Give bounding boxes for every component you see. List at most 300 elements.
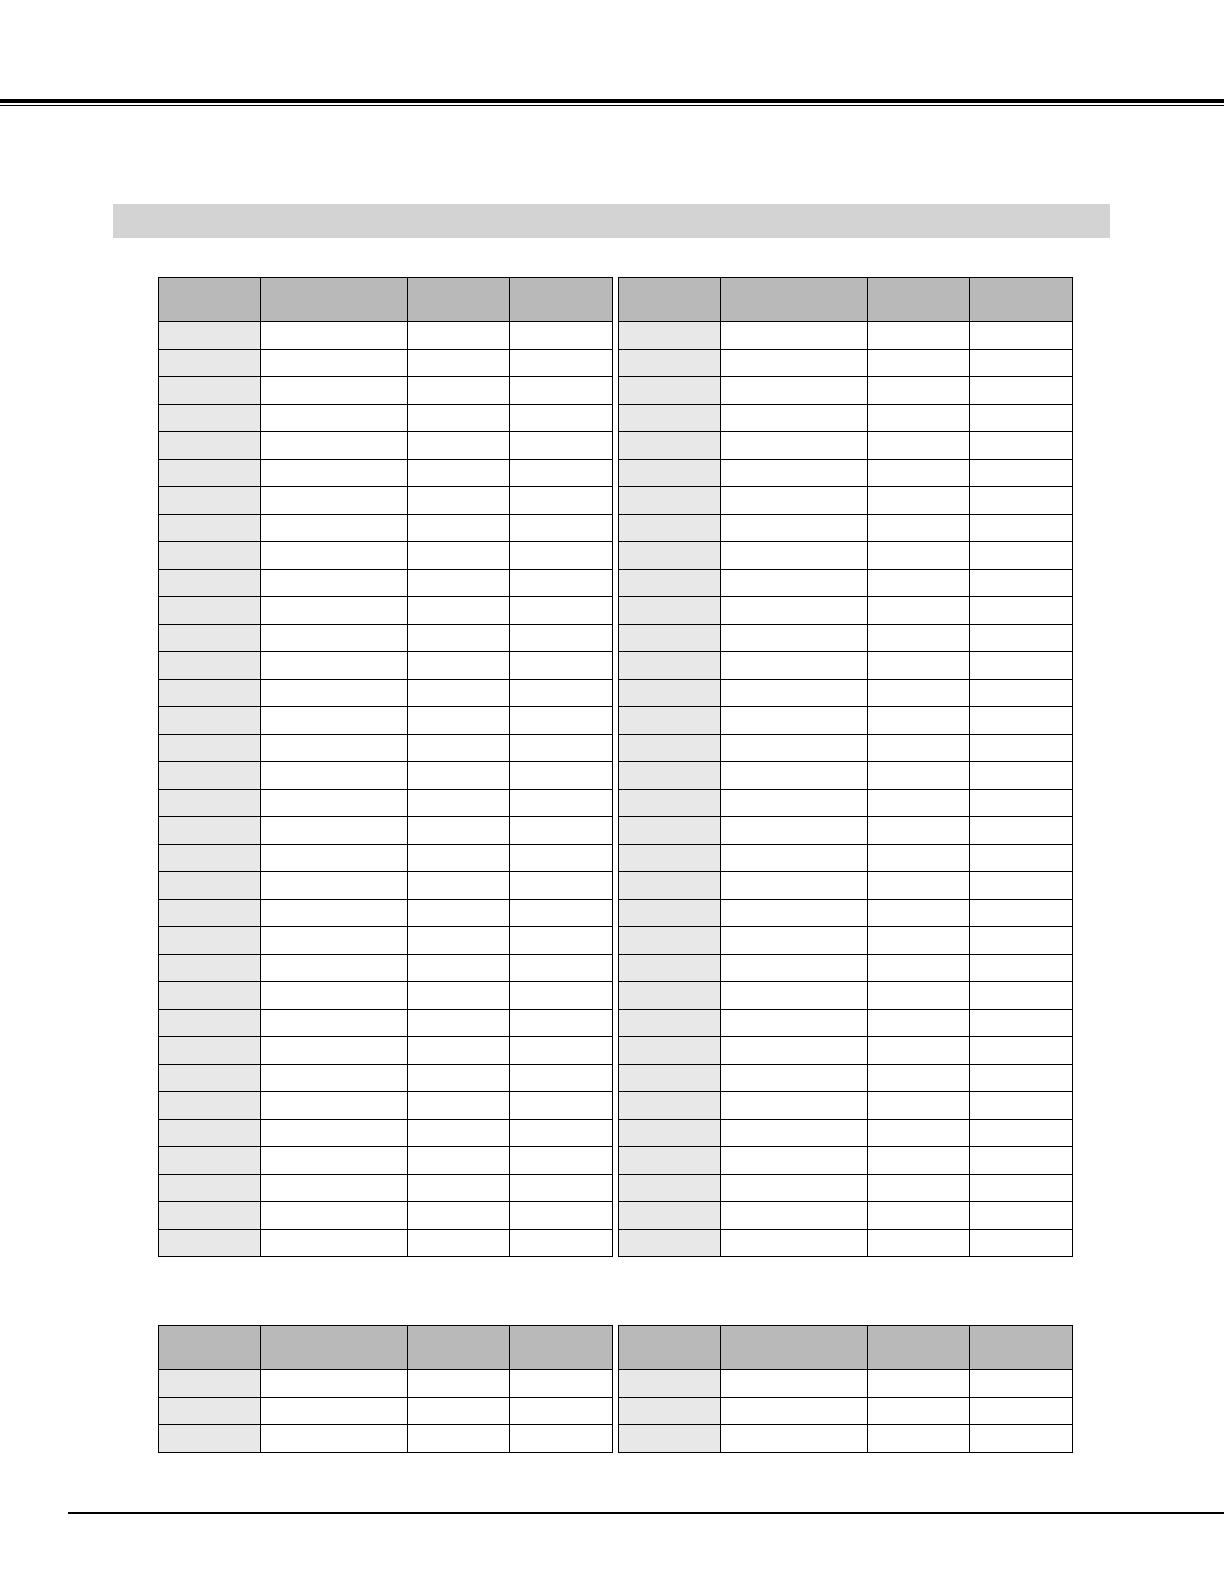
table-cell — [510, 734, 613, 762]
row-key-cell — [619, 707, 721, 735]
table-row — [619, 349, 1073, 377]
table-cell — [408, 1092, 510, 1120]
table-row — [619, 789, 1073, 817]
table-cell — [510, 1009, 613, 1037]
table-cell — [868, 1202, 970, 1230]
table-cell — [970, 734, 1073, 762]
table-cell — [261, 734, 408, 762]
header-cell — [619, 278, 721, 322]
table-cell — [408, 707, 510, 735]
row-key-cell — [159, 624, 261, 652]
table-cell — [721, 927, 868, 955]
header-cell — [868, 1326, 970, 1370]
table-row — [159, 1119, 613, 1147]
table-cell — [868, 487, 970, 515]
row-key-cell — [159, 872, 261, 900]
row-key-cell — [619, 1064, 721, 1092]
row-key-cell — [159, 322, 261, 350]
row-key-cell — [619, 679, 721, 707]
table-cell — [868, 322, 970, 350]
row-key-cell — [619, 404, 721, 432]
table-cell — [408, 954, 510, 982]
header-cell — [970, 1326, 1073, 1370]
table-row — [159, 789, 613, 817]
row-key-cell — [619, 1092, 721, 1120]
row-key-cell — [619, 1397, 721, 1425]
table-cell — [868, 377, 970, 405]
table-cell — [868, 404, 970, 432]
table-cell — [721, 844, 868, 872]
row-key-cell — [159, 1147, 261, 1175]
table-cell — [868, 954, 970, 982]
table-cell — [261, 762, 408, 790]
header-row — [159, 1326, 613, 1370]
table-cell — [261, 349, 408, 377]
table-cell — [261, 982, 408, 1010]
table-row — [619, 487, 1073, 515]
row-key-cell — [159, 707, 261, 735]
table-half — [618, 1325, 1073, 1453]
row-key-cell — [619, 927, 721, 955]
table-row — [159, 652, 613, 680]
table-cell — [970, 1425, 1073, 1453]
table-cell — [970, 1229, 1073, 1257]
table-cell — [868, 927, 970, 955]
table-cell — [261, 1425, 408, 1453]
table-cell — [408, 844, 510, 872]
table-cell — [970, 404, 1073, 432]
table-cell — [261, 1174, 408, 1202]
table-row — [159, 762, 613, 790]
table-cell — [261, 1370, 408, 1398]
row-key-cell — [619, 1202, 721, 1230]
table-cell — [721, 1009, 868, 1037]
table-row — [619, 597, 1073, 625]
table-row — [159, 1092, 613, 1120]
row-key-cell — [619, 1425, 721, 1453]
table-cell — [261, 844, 408, 872]
table-cell — [510, 872, 613, 900]
table-cell — [408, 1064, 510, 1092]
table-cell — [868, 1064, 970, 1092]
table-cell — [721, 349, 868, 377]
table-cell — [721, 569, 868, 597]
footer-rule — [68, 1512, 1224, 1514]
row-key-cell — [159, 817, 261, 845]
row-key-cell — [619, 432, 721, 460]
table-cell — [970, 707, 1073, 735]
table-cell — [510, 624, 613, 652]
row-key-cell — [619, 597, 721, 625]
row-key-cell — [619, 762, 721, 790]
table-cell — [408, 1119, 510, 1147]
table-row — [619, 679, 1073, 707]
table-cell — [510, 432, 613, 460]
section-title-bar — [113, 204, 1110, 238]
row-key-cell — [159, 597, 261, 625]
table-cell — [970, 624, 1073, 652]
row-key-cell — [159, 1009, 261, 1037]
row-key-cell — [159, 1092, 261, 1120]
table-cell — [721, 1147, 868, 1175]
table-cell — [721, 1425, 868, 1453]
table-row — [159, 1202, 613, 1230]
table-row — [619, 514, 1073, 542]
row-key-cell — [619, 844, 721, 872]
table-cell — [408, 872, 510, 900]
header-cell — [721, 1326, 868, 1370]
row-key-cell — [619, 322, 721, 350]
row-key-cell — [159, 459, 261, 487]
table-cell — [408, 1370, 510, 1398]
table-row — [159, 954, 613, 982]
row-key-cell — [619, 1037, 721, 1065]
row-key-cell — [619, 514, 721, 542]
row-key-cell — [619, 624, 721, 652]
table-row — [159, 982, 613, 1010]
table-cell — [721, 487, 868, 515]
table-row — [619, 1174, 1073, 1202]
table-row — [159, 707, 613, 735]
row-key-cell — [619, 817, 721, 845]
row-key-cell — [159, 762, 261, 790]
main-table — [158, 277, 1073, 1257]
table-row — [619, 459, 1073, 487]
table-cell — [868, 514, 970, 542]
table-cell — [408, 404, 510, 432]
table-cell — [261, 1092, 408, 1120]
row-key-cell — [159, 954, 261, 982]
table-cell — [868, 349, 970, 377]
table-cell — [261, 597, 408, 625]
table-cell — [510, 1202, 613, 1230]
table-cell — [868, 1009, 970, 1037]
table-cell — [868, 1397, 970, 1425]
table-row — [619, 1009, 1073, 1037]
table-cell — [261, 377, 408, 405]
table-cell — [408, 1037, 510, 1065]
table-half — [618, 277, 1073, 1257]
table-cell — [510, 762, 613, 790]
table-cell — [261, 927, 408, 955]
table-cell — [408, 789, 510, 817]
table-cell — [970, 679, 1073, 707]
table-cell — [868, 597, 970, 625]
table-row — [159, 817, 613, 845]
row-key-cell — [619, 652, 721, 680]
table-cell — [868, 1370, 970, 1398]
table-cell — [721, 872, 868, 900]
table-row — [619, 1147, 1073, 1175]
row-key-cell — [159, 1119, 261, 1147]
table-row — [159, 927, 613, 955]
table-cell — [868, 762, 970, 790]
table-cell — [510, 1370, 613, 1398]
table-cell — [261, 1119, 408, 1147]
table-cell — [721, 1229, 868, 1257]
table-cell — [868, 844, 970, 872]
table-cell — [510, 1174, 613, 1202]
table-row — [159, 487, 613, 515]
table-cell — [408, 1202, 510, 1230]
header-cell — [261, 278, 408, 322]
table-cell — [408, 1397, 510, 1425]
table-row — [159, 569, 613, 597]
table-row — [159, 322, 613, 350]
table-cell — [510, 707, 613, 735]
table-cell — [408, 1009, 510, 1037]
row-key-cell — [159, 789, 261, 817]
table-row — [619, 899, 1073, 927]
row-key-cell — [159, 679, 261, 707]
table-cell — [868, 1174, 970, 1202]
row-key-cell — [159, 652, 261, 680]
table-cell — [510, 1397, 613, 1425]
row-key-cell — [619, 542, 721, 570]
table-row — [619, 844, 1073, 872]
row-key-cell — [619, 872, 721, 900]
table-row — [159, 349, 613, 377]
table-row — [159, 844, 613, 872]
table-cell — [721, 652, 868, 680]
table-cell — [261, 459, 408, 487]
header-cell — [408, 1326, 510, 1370]
row-key-cell — [159, 1397, 261, 1425]
table-cell — [868, 817, 970, 845]
table-cell — [408, 679, 510, 707]
table-row — [159, 1037, 613, 1065]
table-cell — [261, 954, 408, 982]
table-row — [159, 1397, 613, 1425]
table-row — [619, 624, 1073, 652]
table-cell — [408, 734, 510, 762]
table-cell — [408, 322, 510, 350]
table-cell — [721, 734, 868, 762]
table-cell — [721, 377, 868, 405]
row-key-cell — [159, 982, 261, 1010]
table-cell — [721, 624, 868, 652]
table-cell — [510, 1064, 613, 1092]
table-cell — [868, 1092, 970, 1120]
table-cell — [261, 432, 408, 460]
table-cell — [721, 404, 868, 432]
table-cell — [721, 514, 868, 542]
table-cell — [970, 1092, 1073, 1120]
header-cell — [721, 278, 868, 322]
table-cell — [868, 1425, 970, 1453]
table-row — [619, 542, 1073, 570]
table-cell — [970, 597, 1073, 625]
table-cell — [721, 789, 868, 817]
table-row — [619, 652, 1073, 680]
table-cell — [510, 789, 613, 817]
table-cell — [408, 1229, 510, 1257]
table-cell — [868, 459, 970, 487]
table-cell — [510, 1147, 613, 1175]
table-cell — [721, 899, 868, 927]
table-cell — [721, 679, 868, 707]
table-row — [159, 459, 613, 487]
table-cell — [868, 1119, 970, 1147]
row-key-cell — [619, 954, 721, 982]
table-cell — [510, 954, 613, 982]
table-cell — [970, 899, 1073, 927]
table-cell — [510, 817, 613, 845]
table-cell — [721, 1092, 868, 1120]
table-row — [619, 1119, 1073, 1147]
table-cell — [408, 762, 510, 790]
table-row — [619, 982, 1073, 1010]
table-row — [159, 1147, 613, 1175]
table-cell — [261, 542, 408, 570]
row-key-cell — [619, 1009, 721, 1037]
table-cell — [408, 432, 510, 460]
table-row — [619, 954, 1073, 982]
small-table — [158, 1325, 1073, 1453]
table-cell — [970, 1174, 1073, 1202]
table-cell — [721, 1202, 868, 1230]
header-row — [159, 278, 613, 322]
table-cell — [261, 322, 408, 350]
row-key-cell — [159, 432, 261, 460]
table-cell — [408, 542, 510, 570]
table-cell — [261, 707, 408, 735]
table-cell — [261, 514, 408, 542]
row-key-cell — [159, 1425, 261, 1453]
table-cell — [970, 459, 1073, 487]
table-row — [619, 927, 1073, 955]
row-key-cell — [159, 569, 261, 597]
table-cell — [868, 652, 970, 680]
table-cell — [970, 1202, 1073, 1230]
table-cell — [868, 542, 970, 570]
table-cell — [408, 1174, 510, 1202]
table-cell — [510, 514, 613, 542]
table-row — [159, 432, 613, 460]
table-row — [619, 872, 1073, 900]
table-half — [158, 277, 613, 1257]
table-cell — [970, 1397, 1073, 1425]
row-key-cell — [619, 1370, 721, 1398]
header-rule-thin — [0, 105, 1224, 106]
row-key-cell — [159, 377, 261, 405]
table-cell — [408, 624, 510, 652]
table-cell — [510, 1119, 613, 1147]
table-cell — [970, 1370, 1073, 1398]
table-cell — [868, 1037, 970, 1065]
header-rule-thick — [0, 99, 1224, 103]
table-cell — [868, 899, 970, 927]
table-cell — [970, 542, 1073, 570]
table-cell — [970, 349, 1073, 377]
table-cell — [510, 679, 613, 707]
row-key-cell — [619, 734, 721, 762]
row-key-cell — [619, 459, 721, 487]
table-cell — [408, 569, 510, 597]
table-row — [159, 514, 613, 542]
header-cell — [868, 278, 970, 322]
row-key-cell — [619, 569, 721, 597]
table-cell — [970, 954, 1073, 982]
row-key-cell — [619, 377, 721, 405]
table-cell — [261, 899, 408, 927]
row-key-cell — [619, 789, 721, 817]
table-cell — [970, 1147, 1073, 1175]
table-cell — [408, 459, 510, 487]
row-key-cell — [159, 1229, 261, 1257]
header-row — [619, 1326, 1073, 1370]
table-cell — [510, 927, 613, 955]
table-cell — [261, 1037, 408, 1065]
table-cell — [261, 652, 408, 680]
table-cell — [868, 872, 970, 900]
table-cell — [408, 349, 510, 377]
table-row — [619, 1397, 1073, 1425]
table-row — [619, 1064, 1073, 1092]
table-cell — [721, 322, 868, 350]
table-cell — [510, 1229, 613, 1257]
table-cell — [408, 377, 510, 405]
table-half — [158, 1325, 613, 1453]
table-cell — [970, 762, 1073, 790]
table-row — [619, 734, 1073, 762]
table-cell — [261, 1202, 408, 1230]
table-cell — [510, 1092, 613, 1120]
table-row — [159, 1229, 613, 1257]
table-cell — [868, 624, 970, 652]
table-cell — [868, 679, 970, 707]
table-cell — [261, 487, 408, 515]
table-cell — [868, 569, 970, 597]
row-key-cell — [619, 1229, 721, 1257]
table-row — [159, 679, 613, 707]
table-row — [619, 1092, 1073, 1120]
header-row — [619, 278, 1073, 322]
table-cell — [510, 652, 613, 680]
row-key-cell — [619, 487, 721, 515]
table-cell — [721, 1119, 868, 1147]
header-cell — [408, 278, 510, 322]
table-cell — [970, 817, 1073, 845]
table-cell — [868, 1229, 970, 1257]
table-cell — [721, 1064, 868, 1092]
row-key-cell — [159, 1174, 261, 1202]
table-cell — [970, 1064, 1073, 1092]
table-row — [159, 404, 613, 432]
table-row — [159, 899, 613, 927]
table-cell — [261, 817, 408, 845]
table-cell — [721, 432, 868, 460]
row-key-cell — [159, 514, 261, 542]
row-key-cell — [619, 1119, 721, 1147]
row-key-cell — [159, 1037, 261, 1065]
table-cell — [721, 542, 868, 570]
table-cell — [510, 1425, 613, 1453]
row-key-cell — [619, 349, 721, 377]
row-key-cell — [159, 542, 261, 570]
table-cell — [510, 982, 613, 1010]
table-cell — [510, 844, 613, 872]
table-row — [619, 1202, 1073, 1230]
table-row — [619, 1370, 1073, 1398]
table-cell — [868, 734, 970, 762]
header-cell — [970, 278, 1073, 322]
table-cell — [970, 927, 1073, 955]
table-row — [159, 1009, 613, 1037]
table-cell — [721, 1370, 868, 1398]
table-row — [619, 707, 1073, 735]
table-row — [619, 404, 1073, 432]
